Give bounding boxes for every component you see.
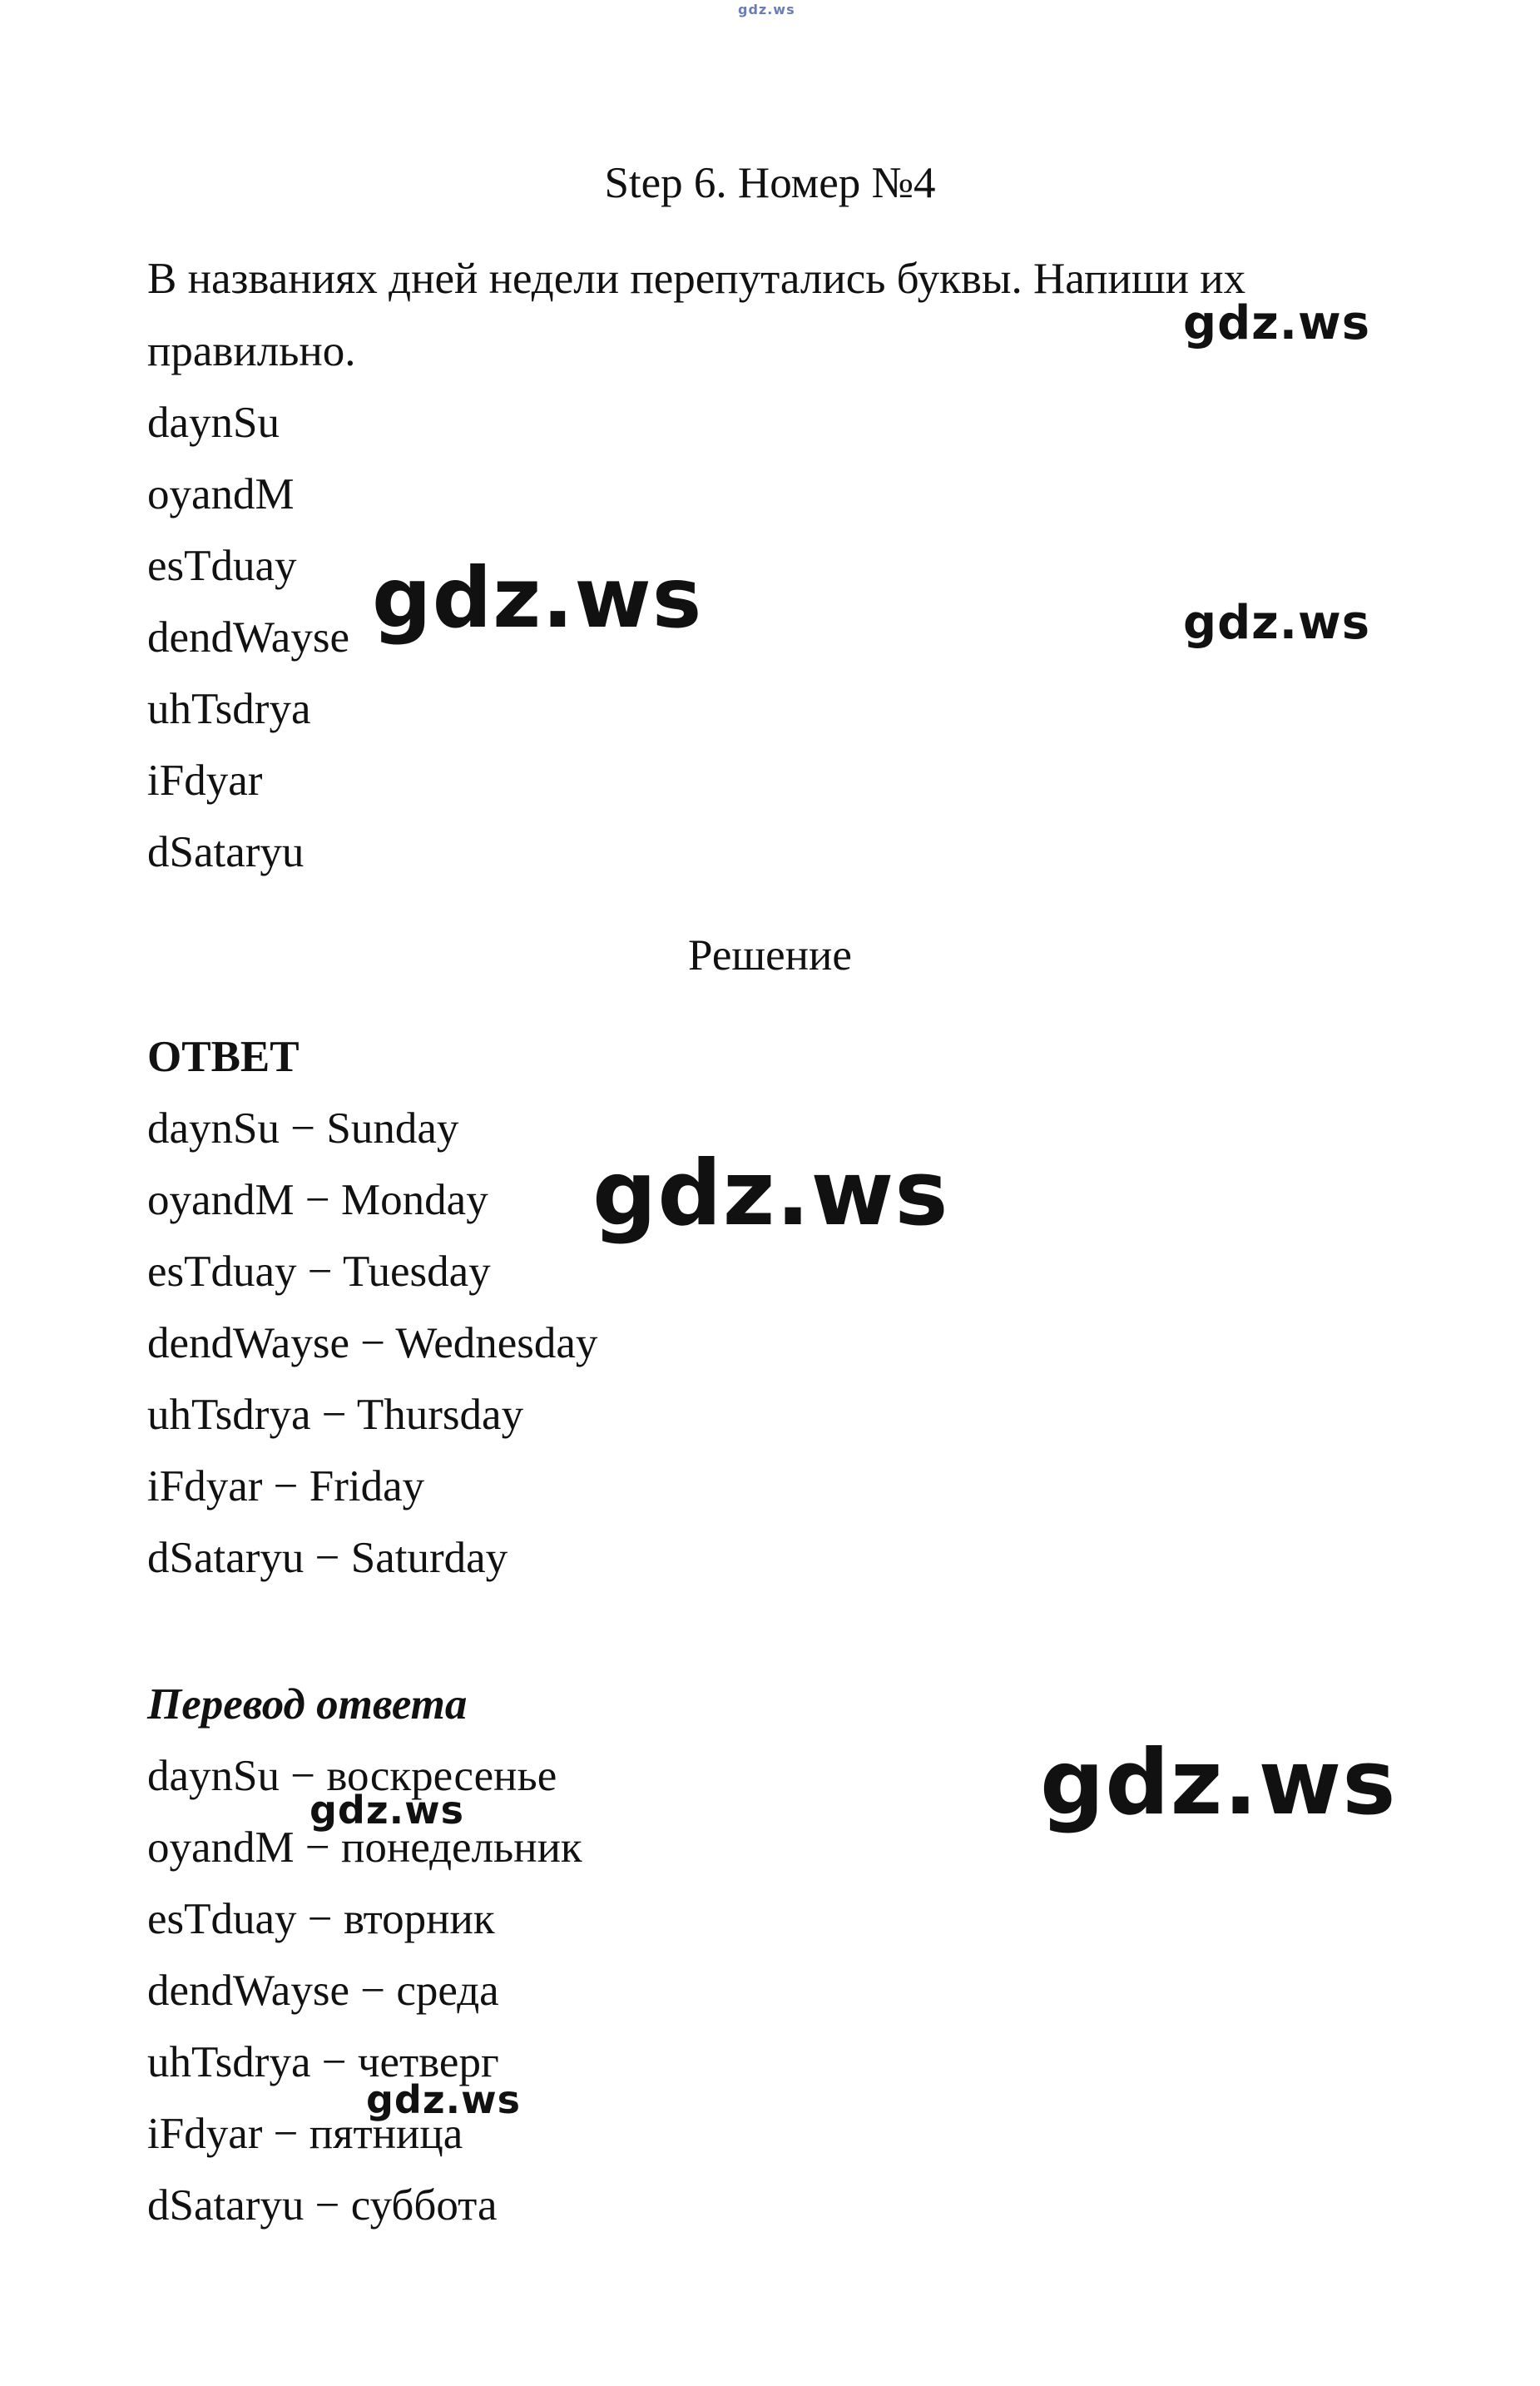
- answer-line: dendWayse − Wednesday: [147, 1319, 598, 1367]
- scrambled-word: iFdyar: [147, 756, 263, 805]
- watermark: gdz.ws: [1183, 596, 1371, 650]
- translation-line: daynSu − воскресенье: [147, 1752, 557, 1800]
- translation-line: uhTsdrya − четверг: [147, 2038, 499, 2086]
- translation-line: oyandM − понедельник: [147, 1823, 582, 1872]
- answer-heading: ОТВЕТ: [147, 1033, 300, 1081]
- answer-line: oyandM − Monday: [147, 1176, 488, 1224]
- page-title: Step 6. Номер №4: [604, 159, 936, 207]
- watermark: gdz.ws: [309, 1788, 464, 1833]
- translation-line: dSataryu − суббота: [147, 2181, 498, 2230]
- watermark: gdz.ws: [1040, 1731, 1397, 1835]
- translation-line: esTduay − вторник: [147, 1895, 495, 1943]
- answer-line: daynSu − Sunday: [147, 1104, 459, 1153]
- scrambled-word: dendWayse: [147, 613, 349, 662]
- answer-line: uhTsdrya − Thursday: [147, 1391, 524, 1439]
- answer-line: iFdyar − Friday: [147, 1462, 425, 1510]
- translation-heading: Перевод ответа: [147, 1680, 468, 1729]
- scrambled-word: oyandM: [147, 470, 295, 518]
- watermark: gdz.ws: [366, 2077, 521, 2122]
- watermark: gdz.ws: [1183, 296, 1371, 350]
- scrambled-word: daynSu: [147, 399, 280, 447]
- task-text-line-1: В названиях дней недели перепутались буквы. Напиши их: [147, 255, 1246, 303]
- watermark: gdz.ws: [592, 1142, 949, 1246]
- translation-line: dendWayse − среда: [147, 1967, 499, 2015]
- solution-heading: Решение: [688, 931, 852, 980]
- scrambled-word: dSataryu: [147, 828, 305, 876]
- scrambled-word: uhTsdrya: [147, 685, 311, 733]
- translation-line: iFdyar − пятница: [147, 2110, 463, 2158]
- answer-line: dSataryu − Saturday: [147, 1534, 508, 1582]
- answer-line: esTduay − Tuesday: [147, 1248, 491, 1296]
- top-watermark: gdz.ws: [738, 2, 795, 17]
- task-text-line-2: правильно.: [147, 327, 356, 375]
- scrambled-word: esTduay: [147, 542, 297, 590]
- watermark: gdz.ws: [372, 549, 703, 647]
